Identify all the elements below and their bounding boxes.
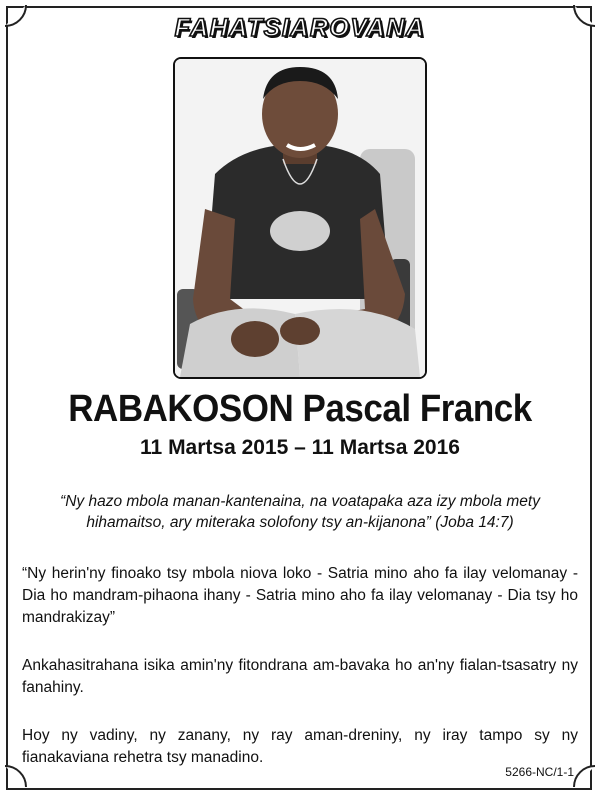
prayer-paragraph: Ankahasitrahana isika amin'ny fitondrana am-bavaka ho an'ny fialan-tsasatry ny fanahiny. [22,657,578,696]
poem-paragraph: “Ny herin'ny finoako tsy mbola niova loko - Satria mino aho fa ilay velomanay - Dia ho mandram-pihaona ihany - Satria mino aho fa ilay velomanay - Dia tsy ho mandrakizay” [22,565,578,626]
page-title: FAHATSIAROVANA [174,14,426,42]
memorial-dates: 11 Martsa 2015 – 11 Martsa 2016 [140,436,460,459]
deceased-name: RABAKOSON Pascal Franck [68,388,532,430]
bible-quote: “Ny hazo mbola manan-kantenaina, na voatapaka aza izy mbola mety hihamaitso, ary miteraka solofony tsy an-kijanona” (Joba 14:7) [60,493,540,531]
portrait-photo [173,57,427,379]
reference-code: 5266-NC/1-1 [505,765,574,779]
family-paragraph: Hoy ny vadiny, ny zanany, ny ray aman-dreniny, ny iray tampo sy ny fianakaviana rehetra tsy manadino. [22,727,578,766]
